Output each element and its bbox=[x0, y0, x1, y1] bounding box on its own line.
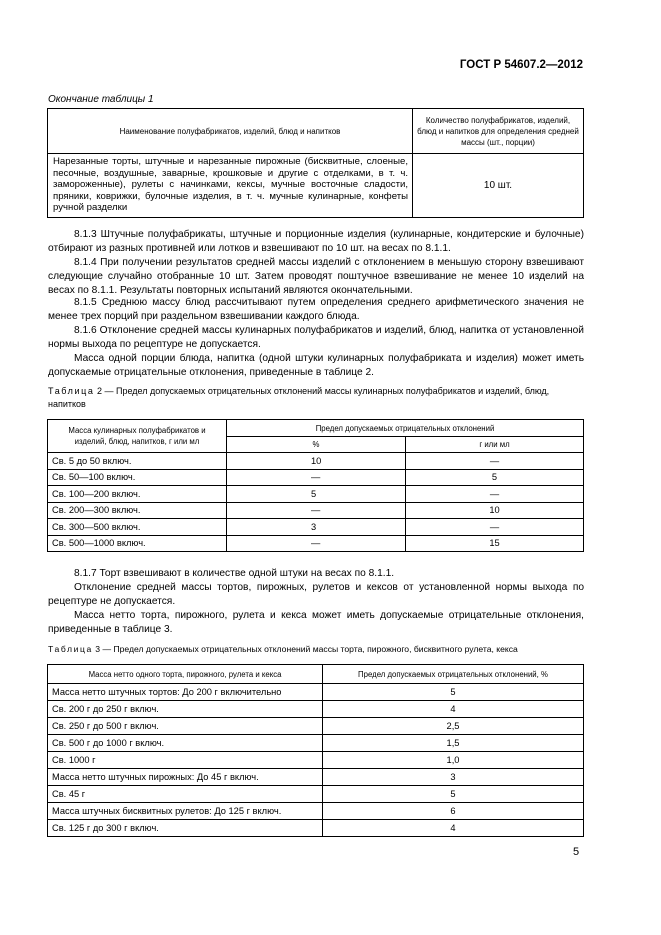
table3-cell-percent: 5 bbox=[323, 786, 584, 803]
table3-cell-mass: Св. 200 г до 250 г включ. bbox=[48, 701, 323, 718]
table3-cell-percent: 4 bbox=[323, 820, 584, 837]
table3-cell-mass: Масса нетто штучных тортов: До 200 г включительно bbox=[48, 684, 323, 701]
table3-title: 3 — Предел допускаемых отрицательных отклонений массы торта, пирожного, бисквитного рулета, кекса bbox=[95, 644, 518, 654]
table2-cell-mass: Св. 200—300 включ. bbox=[48, 502, 227, 519]
table3-cell-percent: 5 bbox=[323, 684, 584, 701]
table2-cell-grams: 5 bbox=[406, 469, 584, 486]
table2-header-grams: г или мл bbox=[406, 437, 584, 453]
table1-cell-quantity: 10 шт. bbox=[413, 154, 584, 218]
table2-cell-percent: 5 bbox=[227, 486, 406, 503]
table3-cell-percent: 6 bbox=[323, 803, 584, 820]
table2-cell-mass: Св. 500—1000 включ. bbox=[48, 535, 227, 552]
table-row bbox=[48, 735, 584, 752]
paragraph-8-1-3: 8.1.3 Штучные полуфабрикаты, штучные и порционные изделия (кулинарные, кондитерские и булочные) отбирают из разных противней или лотков и взвешивают по 10 шт. на весах по 8.1.1. bbox=[48, 229, 584, 254]
table3-label: Таблица bbox=[48, 644, 93, 654]
table3-cell-mass: Св. 1000 г bbox=[48, 752, 323, 769]
table1 bbox=[47, 108, 584, 218]
table3-header-percent: Предел допускаемых отрицательных отклонений, % bbox=[323, 665, 584, 684]
table2-cell-percent: 10 bbox=[227, 453, 406, 470]
table3-cell-mass: Масса штучных бисквитных рулетов: До 125 г включ. bbox=[48, 803, 323, 820]
standard-code: ГОСТ Р 54607.2—2012 bbox=[459, 59, 583, 71]
table-row bbox=[48, 752, 584, 769]
paragraph-8-1-5: 8.1.5 Среднюю массу блюд рассчитывают путем определения среднего арифметического значения не менее трех порций при раздельном взвешивании каждого блюда. bbox=[48, 297, 584, 322]
table2-header-percent: % bbox=[227, 437, 406, 453]
table-row bbox=[48, 820, 584, 837]
table-row bbox=[48, 701, 584, 718]
page-number: 5 bbox=[573, 846, 580, 858]
table-row bbox=[48, 535, 584, 552]
table3 bbox=[47, 664, 584, 837]
table2-cell-grams: — bbox=[406, 453, 584, 470]
table3-cell-percent: 4 bbox=[323, 701, 584, 718]
table2-cell-grams: 15 bbox=[406, 535, 584, 552]
table-row bbox=[48, 718, 584, 735]
table2-cell-percent: — bbox=[227, 502, 406, 519]
table1-cell-products: Нарезанные торты, штучные и нарезанные пирожные (бисквитные, слоеные, песочные, воздушные, заварные, крошковые и другие с отделками, в т. ч. замороженные), рулеты с начинками, кексы, мучные восточные сладости, пряники, коврижки, булочные изделия, в т. ч. мучные кулинарные, конфеты ручной разделки bbox=[48, 154, 413, 218]
table2 bbox=[47, 419, 584, 552]
table2-cell-mass: Св. 5 до 50 включ. bbox=[48, 453, 227, 470]
table-row bbox=[48, 486, 584, 503]
table2-cell-mass: Св. 50—100 включ. bbox=[48, 469, 227, 486]
table3-caption bbox=[48, 643, 584, 656]
table3-cell-mass: Св. 250 г до 500 г включ. bbox=[48, 718, 323, 735]
table2-cell-percent: — bbox=[227, 469, 406, 486]
table2-cell-percent: — bbox=[227, 535, 406, 552]
paragraph-8-1-6-b: Масса одной порции блюда, напитка (одной штуки кулинарных полуфабриката и изделия) может иметь допускаемые отрицательные отклонения, приведенные в таблице 2. bbox=[48, 353, 584, 378]
table-row bbox=[48, 502, 584, 519]
table1-header-left: Наименование полуфабрикатов, изделий, блюд и напитков bbox=[48, 109, 413, 154]
table1-header-right: Количество полуфабрикатов, изделий, блюд и напитков для определения средней массы (шт., порции) bbox=[413, 109, 584, 154]
paragraph-8-1-7-b: Отклонение средней массы тортов, пирожных, рулетов и кексов от установленной нормы выхода по рецептуре не допускается. bbox=[48, 582, 584, 607]
table-row bbox=[48, 453, 584, 470]
table3-cell-mass: Св. 45 г bbox=[48, 786, 323, 803]
table3-cell-mass: Св. 125 г до 300 г включ. bbox=[48, 820, 323, 837]
table3-cell-percent: 1,0 bbox=[323, 752, 584, 769]
table3-cell-mass: Св. 500 г до 1000 г включ. bbox=[48, 735, 323, 752]
table-row bbox=[48, 684, 584, 701]
table2-caption bbox=[48, 385, 584, 411]
table2-title: 2 — Предел допускаемых отрицательных отклонений массы кулинарных полуфабрикатов и изделий, блюд, напитков bbox=[48, 386, 550, 409]
table2-cell-mass: Св. 100—200 включ. bbox=[48, 486, 227, 503]
paragraph-8-1-6: 8.1.6 Отклонение средней массы кулинарных полуфабрикатов и изделий, блюд, напитка от установленной нормы выхода по рецептуре не допускается. bbox=[48, 325, 584, 350]
table2-cell-grams: 10 bbox=[406, 502, 584, 519]
table2-cell-grams: — bbox=[406, 519, 584, 536]
table2-header-mass: Масса кулинарных полуфабрикатов и изделий, блюд, напитков, г или мл bbox=[48, 420, 227, 453]
table2-header-group: Предел допускаемых отрицательных отклонений bbox=[227, 420, 584, 437]
table1-caption: Окончание таблицы 1 bbox=[48, 94, 154, 105]
table-row bbox=[48, 786, 584, 803]
table3-cell-percent: 2,5 bbox=[323, 718, 584, 735]
table2-label: Таблица bbox=[48, 386, 95, 396]
table-row bbox=[48, 769, 584, 786]
table3-cell-percent: 1,5 bbox=[323, 735, 584, 752]
table3-header-mass: Масса нетто одного торта, пирожного, рулета и кекса bbox=[48, 665, 323, 684]
table2-cell-grams: — bbox=[406, 486, 584, 503]
table3-cell-percent: 3 bbox=[323, 769, 584, 786]
table-row bbox=[48, 803, 584, 820]
table2-cell-mass: Св. 300—500 включ. bbox=[48, 519, 227, 536]
paragraph-8-1-4: 8.1.4 При получении результатов средней массы изделий с отклонением в меньшую сторону взвешивают следующие случайно отобранные 10 шт. Затем проводят поштучное взвешивание не менее 10 изделий на весах по 8.1.1. Результаты повторных испытаний являются окончательными. bbox=[48, 257, 584, 296]
table-row bbox=[48, 519, 584, 536]
paragraph-8-1-7-c: Масса нетто торта, пирожного, рулета и кекса может иметь допускаемые отрицательные отклонения, приведенные в таблице 3. bbox=[48, 610, 584, 635]
table-row bbox=[48, 469, 584, 486]
paragraph-8-1-7: 8.1.7 Торт взвешивают в количестве одной штуки на весах по 8.1.1. bbox=[74, 568, 395, 579]
table2-cell-percent: 3 bbox=[227, 519, 406, 536]
table3-cell-mass: Масса нетто штучных пирожных: До 45 г включ. bbox=[48, 769, 323, 786]
